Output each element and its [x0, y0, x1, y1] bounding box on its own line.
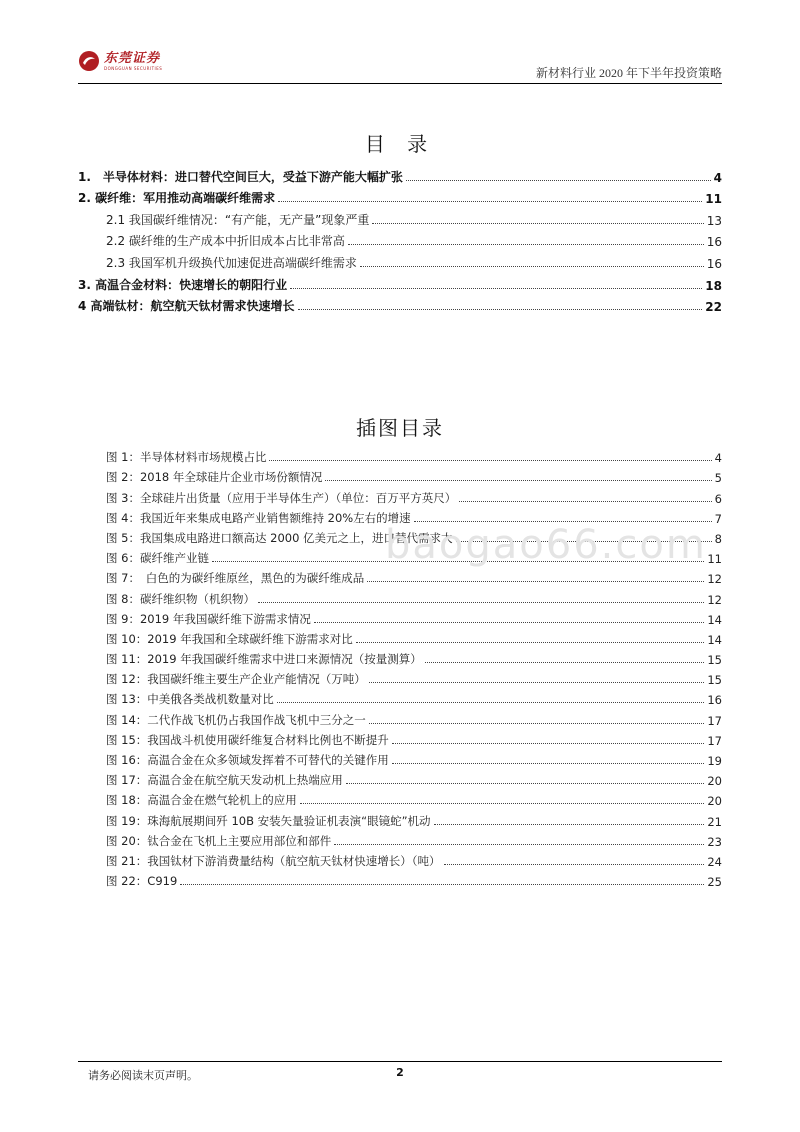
figure-entry[interactable] [78, 808, 722, 828]
dot-leader [406, 180, 711, 181]
figure-entry-page: 16 [707, 693, 722, 708]
brand-logo [78, 50, 162, 72]
dot-leader [392, 743, 705, 744]
figure-entry-label: 图 16：高温合金在众多领域发挥着不可替代的关键作用 [106, 753, 389, 767]
dot-leader [444, 864, 705, 865]
figure-entry-label: 图 22：C919 [106, 874, 178, 889]
figure-entry-label: 图 1：半导体材料市场规模占比 [106, 450, 267, 465]
figure-entry[interactable] [78, 687, 722, 707]
figure-entry-label: 图 7： 白色的为碳纤维原丝，黑色的为碳纤维成品 [106, 571, 365, 586]
figure-entry-label: 图 20：钛合金在飞机上主要应用部位和部件 [106, 833, 332, 848]
dot-leader [314, 622, 704, 623]
dot-leader [425, 662, 705, 663]
dot-leader [334, 844, 704, 845]
figure-entry-label: 图 3：全球硅片出货量（应用于半导体生产）（单位：百万平方英尺） [106, 490, 457, 505]
figure-entry-label: 图 19：珠海航展期间歼 10B 安装矢量验证机表演“眼镜蛇”机动 [106, 813, 431, 828]
brand-logo-icon [78, 50, 100, 72]
figure-entry-label: 图 8：碳纤维织物（机织物） [106, 591, 255, 606]
header-divider [78, 83, 722, 84]
figure-entry-page: 17 [707, 733, 722, 748]
dot-leader [348, 244, 704, 245]
figure-entry-label: 图 18：高温合金在燃气轮机上的应用 [106, 793, 297, 808]
figure-entry-label: 图 21：我国钛材下游消费量结构（航空航天钛材快速增长）（吨） [106, 853, 441, 868]
figures-list [78, 445, 722, 889]
toc-entry[interactable] [78, 163, 722, 185]
figures-heading: 插图目录 [356, 416, 444, 440]
dot-leader [459, 501, 711, 502]
dot-leader [367, 581, 704, 582]
figure-entry-page: 12 [707, 572, 722, 587]
toc-entry[interactable] [78, 206, 722, 228]
figure-entry-page: 20 [707, 774, 722, 789]
report-title: 新材料行业 2020 年下半年投资策略 [535, 66, 722, 80]
toc-entry-page: 13 [706, 213, 722, 228]
figure-entry[interactable] [78, 869, 722, 889]
figure-entry-page: 21 [707, 814, 722, 829]
figure-entry-page: 24 [707, 854, 722, 869]
toc-list [78, 163, 722, 314]
dot-leader [356, 642, 705, 643]
page-number: 2 [396, 1066, 404, 1079]
toc-entry-label: 2.3 我国军机升级换代加速促进高端碳纤维需求 [106, 255, 357, 270]
figure-entry[interactable] [78, 465, 722, 485]
toc-entry[interactable] [78, 293, 722, 315]
figure-entry[interactable] [78, 445, 722, 465]
figure-entry-page: 19 [707, 754, 722, 768]
toc-entry-page: 18 [705, 278, 722, 293]
toc-entry-page: 11 [705, 192, 722, 207]
dot-leader [325, 480, 711, 481]
figure-entry-page: 14 [707, 632, 722, 647]
figure-entry-page: 4 [714, 451, 722, 466]
toc-entry-label: 2.2 碳纤维的生产成本中折旧成本占比非常高 [106, 234, 345, 249]
dot-leader [258, 602, 704, 603]
toc-entry-page: 22 [705, 300, 722, 315]
figure-entry[interactable] [78, 566, 722, 586]
dot-leader [369, 723, 705, 724]
figure-entry[interactable] [78, 748, 722, 768]
dot-leader [180, 884, 704, 885]
figure-entry[interactable] [78, 627, 722, 647]
dot-leader [360, 266, 704, 267]
figure-entry-label: 图 12：我国碳纤维主要生产企业产能情况（万吨） [106, 672, 366, 687]
toc-entry[interactable] [78, 249, 722, 271]
figure-entry-page: 12 [707, 592, 722, 607]
figure-entry-label: 图 17：高温合金在航空航天发动机上热端应用 [106, 773, 343, 788]
dot-leader [290, 288, 702, 289]
figure-entry-page: 15 [707, 653, 722, 668]
figure-entry-page: 11 [707, 552, 722, 567]
footer-divider [78, 1061, 722, 1062]
figure-entry[interactable] [78, 647, 722, 667]
watermark: baogao66.com [385, 522, 707, 568]
figure-entry-page: 6 [714, 491, 722, 506]
figure-entry[interactable] [78, 607, 722, 627]
brand-name-cn: 东莞证券 [104, 50, 161, 66]
figure-entry-label: 图 15：我国战斗机使用碳纤维复合材料比例也不断提升 [106, 732, 389, 747]
figure-entry[interactable] [78, 728, 722, 748]
figure-entry[interactable] [78, 829, 722, 849]
toc-entry[interactable] [78, 185, 722, 207]
figure-entry-label: 图 10：2019 年我国和全球碳纤维下游需求对比 [106, 631, 353, 646]
figure-entry-label: 图 13：中美俄各类战机数量对比 [106, 692, 274, 707]
toc-entry-page: 4 [713, 170, 722, 185]
figure-entry[interactable] [78, 768, 722, 788]
toc-entry-label: 1. 半导体材料：进口替代空间巨大，受益下游产能大幅扩张 [78, 169, 403, 184]
figure-entry-label: 图 11：2019 年我国碳纤维需求中进口来源情况（按量测算） [106, 652, 422, 667]
figure-entry-label: 图 4：我国近年来集成电路产业销售额维持 20%左右的增速 [106, 510, 411, 525]
dot-leader [392, 763, 705, 764]
footer-notice: 请务必阅读末页声明。 [88, 1069, 198, 1082]
figure-entry[interactable] [78, 485, 722, 505]
figure-entry-page: 5 [714, 471, 722, 486]
figure-entry-label: 图 2：2018 年全球硅片企业市场份额情况 [106, 470, 323, 485]
figure-entry-page: 15 [707, 673, 722, 688]
dot-leader [372, 223, 703, 224]
toc-entry-page: 16 [706, 256, 722, 271]
figure-entry-page: 25 [707, 875, 722, 890]
figure-entry[interactable] [78, 667, 722, 687]
figure-entry-page: 7 [714, 511, 722, 526]
figure-entry[interactable] [78, 849, 722, 869]
dot-leader [277, 702, 705, 703]
figure-entry-label: 图 5：我国集成电路进口额高达 2000 亿美元之上，进口替代需求大 [106, 530, 453, 545]
toc-entry-label: 4 高端钛材：航空航天钛材需求快速增长 [78, 299, 295, 314]
toc-entry-page: 16 [706, 235, 722, 250]
figure-entry[interactable] [78, 586, 722, 606]
dot-leader [434, 824, 705, 825]
figure-entry-page: 17 [707, 713, 722, 728]
dot-leader [278, 201, 702, 202]
dot-leader [369, 682, 705, 683]
dot-leader [300, 803, 705, 804]
toc-entry[interactable] [78, 271, 722, 293]
toc-heading: 目 录 [364, 132, 436, 156]
figure-entry-label: 图 9：2019 年我国碳纤维下游需求情况 [106, 611, 311, 626]
dot-leader [298, 309, 703, 310]
figure-entry-page: 14 [707, 612, 722, 627]
figure-entry-page: 23 [707, 834, 722, 849]
dot-leader [269, 460, 711, 461]
figure-entry[interactable] [78, 788, 722, 808]
toc-entry-label: 2.1 我国碳纤维情况：“有产能，无产量”现象严重 [106, 212, 370, 227]
figure-entry-page: 8 [714, 531, 722, 546]
dot-leader [346, 783, 705, 784]
figure-entry-page: 20 [707, 794, 722, 809]
toc-entry-label: 2. 碳纤维：军用推动高端碳纤维需求 [78, 191, 276, 206]
toc-entry-label: 3. 高温合金材料：快速增长的朝阳行业 [78, 277, 288, 292]
toc-entry[interactable] [78, 228, 722, 250]
figure-entry-label: 图 14：二代作战飞机仍占我国作战飞机中三分之一 [106, 712, 366, 727]
figure-entry[interactable] [78, 707, 722, 727]
figure-entry-label: 图 6：碳纤维产业链 [106, 551, 209, 566]
brand-name-en: DONGGUAN SECURITIES [104, 65, 163, 71]
